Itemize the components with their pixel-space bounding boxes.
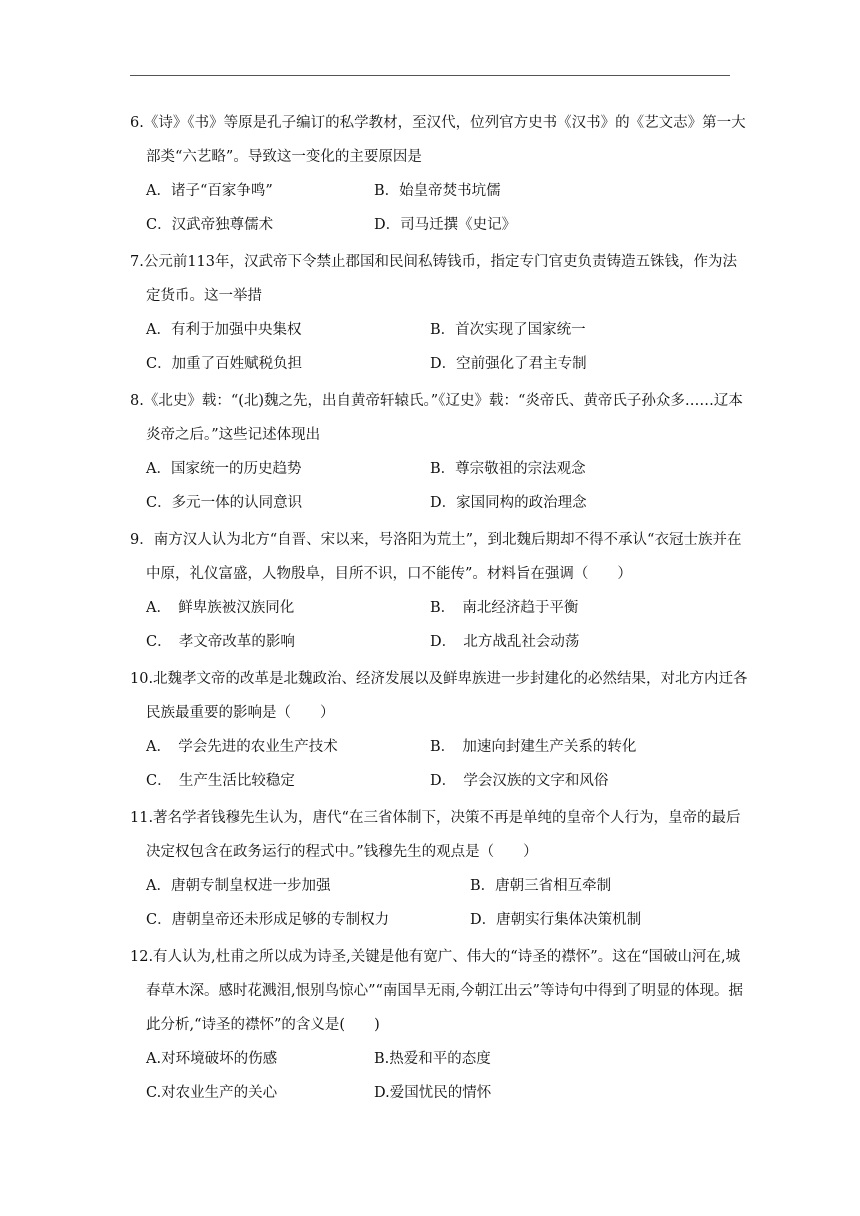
option-d[interactable]: D． 北方战乱社会动荡: [430, 634, 580, 650]
option-a[interactable]: A．国家统一的历史趋势: [146, 461, 302, 477]
question-10: [130, 662, 750, 798]
option-b[interactable]: B． 南北经济趋于平衡: [430, 600, 579, 616]
option-d[interactable]: D．司马迁撰《史记》: [374, 217, 517, 233]
question-stem: 6.《诗》《书》等原是孔子编订的私学教材，至汉代，位列官方史书《汉书》的《艺文志》第一大部类“六艺略”。导致这一变化的主要原因是: [130, 115, 746, 165]
option-c[interactable]: C．汉武帝独尊儒术: [146, 217, 274, 233]
option-a[interactable]: A.对环境破坏的伤感: [146, 1051, 278, 1067]
question-12: [130, 940, 750, 1110]
option-b[interactable]: B． 加速向封建生产关系的转化: [430, 739, 637, 755]
option-grid: [130, 452, 750, 520]
option-grid: [130, 730, 750, 798]
option-grid: [130, 1042, 750, 1110]
option-c[interactable]: C．唐朝皇帝还未形成足够的专制权力: [146, 912, 390, 928]
option-b[interactable]: B．唐朝三省相互牵制: [470, 878, 612, 894]
option-grid: [130, 591, 750, 659]
question-8: [130, 384, 750, 520]
question-stem: 9．南方汉人认为北方“自晋、宋以来，号洛阳为荒土”，到北魏后期却不得不承认“衣冠士族并在中原，礼仪富盛，人物殷阜，目所不识，口不能传”。材料旨在强调（ ）: [130, 532, 742, 582]
question-stem: 10.北魏孝文帝的改革是北魏政治、经济发展以及鲜卑族进一步封建化的必然结果，对北方内迁各民族最重要的影响是（ ）: [130, 671, 748, 721]
option-d[interactable]: D．空前强化了君主专制: [430, 356, 587, 372]
option-grid: [130, 313, 750, 381]
option-a[interactable]: A．有利于加强中央集权: [146, 322, 302, 338]
option-a[interactable]: A．唐朝专制皇权进一步加强: [146, 878, 331, 894]
header-rule: [130, 75, 730, 76]
question-9: [130, 523, 750, 659]
option-c[interactable]: C．多元一体的认同意识: [146, 495, 303, 511]
option-b[interactable]: B．首次实现了国家统一: [430, 322, 586, 338]
option-d[interactable]: D．唐朝实行集体决策机制: [470, 912, 642, 928]
option-grid: [130, 869, 750, 937]
option-c[interactable]: C． 孝文帝改革的影响: [146, 634, 295, 650]
option-b[interactable]: B.热爱和平的态度: [374, 1051, 491, 1067]
question-11: [130, 801, 750, 937]
question-stem: 11.著名学者钱穆先生认为，唐代“在三省体制下，决策不再是单纯的皇帝个人行为，皇帝的最后决定权包含在政务运行的程式中。”钱穆先生的观点是（ ）: [130, 810, 741, 860]
option-c[interactable]: C.对农业生产的关心: [146, 1085, 278, 1101]
question-7: [130, 245, 750, 381]
option-c[interactable]: C．加重了百姓赋税负担: [146, 356, 303, 372]
question-list: [130, 106, 750, 1113]
option-b[interactable]: B．始皇帝焚书坑儒: [374, 183, 501, 199]
option-a[interactable]: A． 学会先进的农业生产技术: [146, 739, 338, 755]
question-6: [130, 106, 750, 242]
option-d[interactable]: D．家国同构的政治理念: [430, 495, 587, 511]
question-stem: 7.公元前113年，汉武帝下令禁止郡国和民间私铸钱币，指定专门官吏负责铸造五铢钱，作为法定货币。这一举措: [130, 254, 738, 304]
question-stem: 8.《北史》载：“(北)魏之先，出自黄帝轩辕氏。”《辽史》载：“炎帝氏、黄帝氏子孙众多……辽本炎帝之后。”这些记述体现出: [130, 393, 743, 443]
option-d[interactable]: D． 学会汉族的文字和风俗: [430, 773, 609, 789]
option-a[interactable]: A． 鲜卑族被汉族同化: [146, 600, 295, 616]
option-b[interactable]: B．尊宗敬祖的宗法观念: [430, 461, 586, 477]
option-c[interactable]: C． 生产生活比较稳定: [146, 773, 295, 789]
option-a[interactable]: A．诸子“百家争鸣”: [146, 183, 273, 199]
question-stem: 12.有人认为,杜甫之所以成为诗圣,关键是他有宽广、伟大的“诗圣的襟怀”。这在“国破山河在,城春草木深。感时花溅泪,恨别鸟惊心”“南国旱无雨,今朝江出云”等诗句中得到了明显的体现。据此分析,“诗圣的襟怀”的含义是( ): [130, 949, 743, 1033]
option-grid: [130, 174, 750, 242]
option-d[interactable]: D.爱国忧民的情怀: [374, 1085, 492, 1101]
